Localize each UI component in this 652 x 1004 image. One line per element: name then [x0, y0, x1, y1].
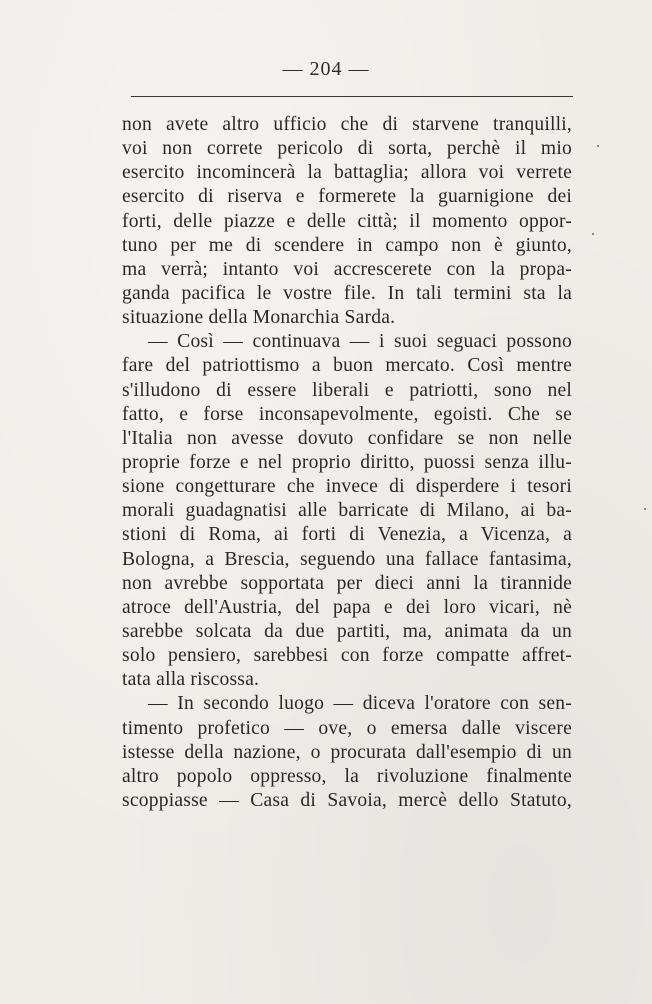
paper-speck	[644, 508, 646, 510]
header-rule	[131, 96, 573, 97]
text-line: forti, delle piazze e delle città; il momento oppor-	[122, 210, 572, 232]
text-line: atroce dell'Austria, del papa e dei loro vicari, nè	[122, 596, 572, 618]
text-line: morali guadagnatisi alle barricate di Milano, ai ba-	[122, 500, 572, 522]
text-line: sione congetturare che invece di disperdere i tesori	[122, 476, 572, 498]
text-line: fatto, e forse inconsapevolmente, egoisti. Che se	[122, 403, 572, 425]
page-number: — 204 —	[282, 58, 370, 80]
text-line: esercito incomincerà la battaglia; allora voi verrete	[122, 162, 572, 184]
text-line: sarebbe solcata da due partiti, ma, animata da un	[122, 620, 572, 642]
text-line: proprie forze e nel proprio diritto, puossi senza illu-	[122, 451, 572, 473]
text-line: s'illudono di essere liberali e patriotti, sono nel	[122, 379, 572, 401]
text-line: timento profetico — ove, o emersa dalle viscere	[122, 717, 572, 739]
paragraph-end-line: situazione della Monarchia Sarda.	[122, 307, 396, 329]
text-line: l'Italia non avesse dovuto confidare se non nelle	[122, 427, 572, 449]
text-line: Bologna, a Brescia, seguendo una fallace fantasima,	[122, 548, 572, 570]
paragraph-start-line: — In secondo luogo — diceva l'oratore con sen-	[148, 693, 572, 715]
text-line: esercito di riserva e formerete la guarnigione dei	[122, 186, 572, 208]
paper-speck	[597, 145, 599, 147]
text-line: altro popolo oppresso, la rivoluzione finalmente	[122, 765, 572, 787]
text-line: voi non correte pericolo di sorta, perchè il mio	[122, 138, 572, 160]
text-line: solo pensiero, sarebbesi con forze compatte affret-	[122, 645, 572, 667]
text-line: ganda pacifica le vostre file. In tali termini sta la	[122, 282, 572, 304]
page-body	[122, 113, 572, 813]
paragraph-start-line: — Così — continuava — i suoi seguaci possono	[148, 331, 572, 353]
text-line: non avrebbe sopportata per dieci anni la tirannide	[122, 572, 572, 594]
text-line: ma verrà; intanto voi accrescerete con la propa-	[122, 258, 572, 280]
paper-speck	[592, 233, 594, 235]
text-line: non avete altro ufficio che di starvene tranquilli,	[122, 114, 572, 135]
paragraph-end-line: tata alla riscossa.	[122, 669, 260, 691]
text-line: istesse della nazione, o procurata dall'esempio di un	[122, 741, 572, 763]
text-line: scoppiasse — Casa di Savoia, mercè dello Statuto,	[122, 789, 572, 811]
text-line: tuno per me di scendere in campo non è giunto,	[122, 234, 572, 256]
text-line: stioni di Roma, ai forti di Venezia, a Vicenza, a	[122, 524, 572, 546]
text-line: fare del patriottismo a buon mercato. Così mentre	[122, 355, 572, 377]
